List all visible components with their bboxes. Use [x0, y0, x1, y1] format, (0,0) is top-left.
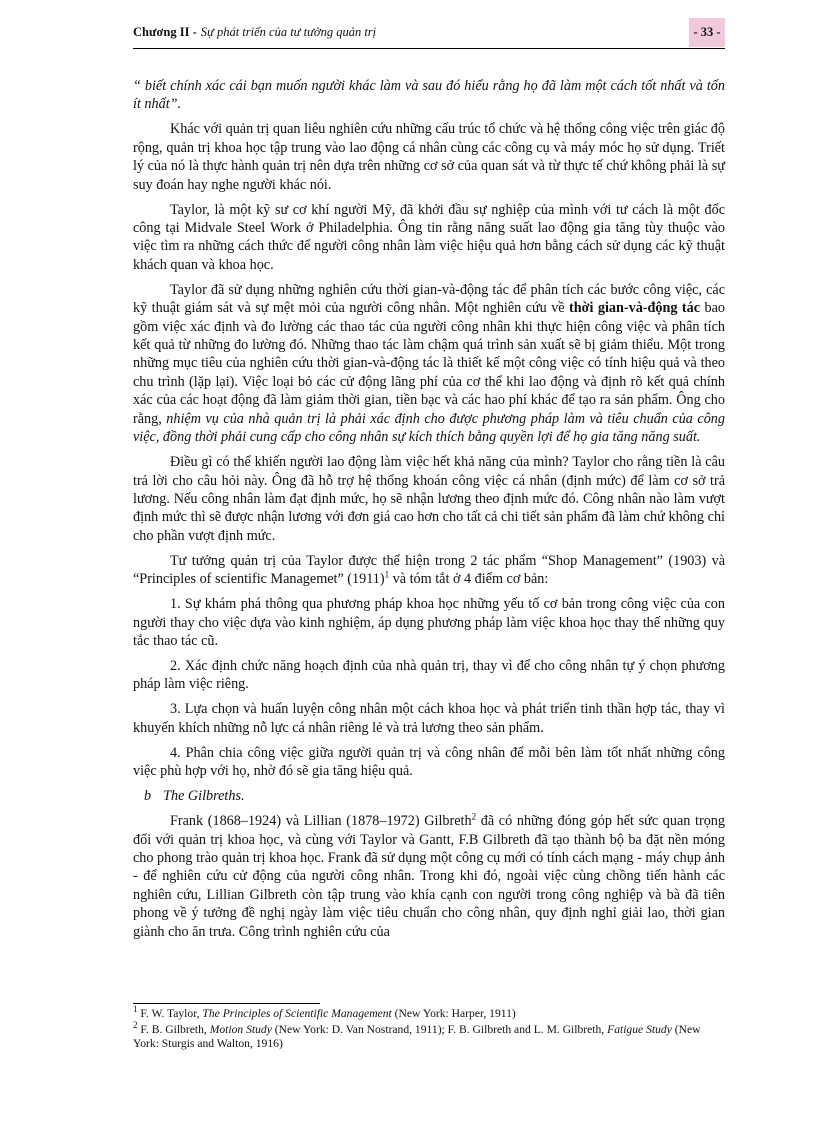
text-run: Frank (1868–1924) và Lillian (1878–1972) Gilbreth [170, 813, 472, 830]
chapter-label: Chương II - [133, 25, 197, 39]
italic-emphasis: nhiệm vụ của nhà quản trị là phải xác định cho được phương pháp làm và tiêu chuẩn của công việc, đồng thời phải cung cấp cho công nhân sự kích thích bằng quyền lợi để họ gia tăng năng suất. [133, 410, 725, 446]
book-title: Fatigue Study [607, 1022, 672, 1036]
text-run: (New York: D. Van Nostrand, 1911); F. B. Gilbreth and L. M. Gilbreth, [271, 1022, 608, 1036]
paragraph: Điều gì có thể khiến người lao động làm việc hết khả năng của mình? Taylor cho rằng tiền là câu trả lời cho câu hỏi này. Ông đã hỗ trợ hệ thống khoán công việc cá nhân (định mức) để làm cơ sở trả lương. Nếu công nhân làm đạt định mức, họ sẽ nhận lương theo định mức đó. Công nhân nào làm vượt định mức thì sẽ được nhận lương với đơn giá cao hơn cho tất cả chi tiết sản phẩm đã làm chứ không chỉ cho phần vượt định mức. [133, 454, 725, 544]
page-header [133, 18, 725, 49]
list-point: 2. Xác định chức năng hoạch định của nhà quản trị, thay vì để cho công nhân tự ý chọn phương pháp làm việc riêng. [133, 657, 725, 693]
text-run: và tóm tắt ở 4 điểm cơ bản: [389, 571, 549, 588]
running-head [133, 25, 376, 40]
book-title: Motion Study [209, 1022, 272, 1036]
paragraph [133, 552, 725, 589]
text-run: đã có những đóng góp hết sức quan trọng đối với quản trị khoa học, và cùng với Taylor và Gantt, F.B Gilbreth đã tạo thành bộ ba đặt nền móng cho phong trào quản trị khoa học. Frank đã sử dụng một công cụ mới có tính cách mạng - máy chụp ảnh - để nghiên cứu cử động của người công nhân. Trong khi đó, ngoài việc cùng chồng tiến hành các nghiên cứu, Lillian Gilbreth còn tập trung vào khía cạnh con người trong công nghiệp và bà đã tiên phong về ý tưởng đề nghị ngày làm việc tiêu chuẩn cho công nhân, quy định nghỉ giải lao, thời gian giành cho ăn trưa. Công trình nghiên cứu của [133, 813, 725, 940]
page-number: - 33 - [689, 18, 725, 47]
footnote-ref[interactable]: 2 [471, 811, 477, 822]
quote-paragraph: “ biết chính xác cái bạn muốn người khác làm và sau đó hiểu rằng họ đã làm một cách tốt nhất và tốn ít nhất”. [133, 78, 725, 113]
footnote-1 [133, 1004, 725, 1022]
list-point: 3. Lựa chọn và huấn luyện công nhân một cách khoa học và phát triển tinh thần hợp tác, thay vì khuyến khích những nỗ lực cá nhân riêng lẻ và trả lương theo sản phẩm. [133, 701, 725, 736]
text-run: (New York: Sturgis and Walton, 1916) [133, 1022, 701, 1050]
footnote-divider [133, 1003, 320, 1004]
list-point: 4. Phân chia công việc giữa người quản trị và công nhân để mỗi bên làm tốt nhất những công việc phù hợp với họ, nhờ đó sẽ gia tăng hiệu quả. [133, 744, 725, 780]
text-run: Taylor đã sử dụng những nghiên cứu thời gian-và-động tác để phân tích các bước công việc, các kỹ thuật giám sát và sự mệt mỏi của người công nhân. Một nghiên cứu về [133, 281, 725, 317]
footnote-ref[interactable]: 1 [384, 569, 390, 580]
text-run: Tư tưởng quản trị của Taylor được thể hiện trong 2 tác phẩm “Shop Management” (1903) và “Principles of scientific Managemet” (1911) [133, 552, 725, 588]
text-run: (New York: Harper, 1911) [391, 1007, 516, 1020]
paragraph: Khác với quản trị quan liêu nghiên cứu những cấu trúc tổ chức và hệ thống công việc trên giác độ rộng, quản trị khoa học tập trung vào lao động cá nhân cùng các công cụ và máy móc họ sử dụng. Triết lý của nó là thực hành quản trị nên dựa trên những cơ sở của quan sát và từ thực tế chứ không phải là sự suy đoán hay nghe người khác nói. [133, 121, 725, 193]
paragraph [133, 812, 725, 941]
subsection-heading [144, 787, 725, 805]
footnotes [133, 1004, 725, 1053]
list-point: 1. Sự khám phá thông qua phương pháp khoa học những yếu tố cơ bản trong công việc của con người thay cho việc dựa vào kinh nghiệm, áp dụng phương pháp làm việc khoa học thay thế những quy tắc thao tác cũ. [133, 596, 725, 649]
footnote-number: 1 [133, 1004, 138, 1015]
chapter-title: Sự phát triển của tư tưởng quản trị [200, 25, 377, 39]
subsection-title: The Gilbreths. [163, 788, 245, 805]
page-body [133, 77, 725, 948]
footnote-2 [133, 1019, 725, 1052]
text-run: bao gồm việc xác định và đo lường các thao tác của người công nhân khi thực hiện công việc và phân tích kết quả từ những đo lường đó. Những thao tác làm chậm quá trình sản xuất sẽ bị giảm thiểu. Một trong những mục tiêu của nghiên cứu thời gian-và-động tác là thiết kế một công việc có tính hiệu quả và theo chu trình (lặp lại). Việc loại bỏ các cử động lãng phí của cơ thể khi lao động và định rõ kết quả chính xác của các hoạt động đã làm giảm thời gian, tiền bạc và các hao phí khác để tạo ra sản phẩm. Ông cho rằng, [133, 300, 725, 427]
text-run: F. W. Taylor, [137, 1007, 203, 1020]
footnote-number: 2 [133, 1019, 138, 1030]
paragraph [133, 281, 725, 447]
subsection-letter: b [144, 788, 152, 805]
bold-term: thời gian-và-động tác [569, 300, 701, 317]
text-run: F. B. Gilbreth, [137, 1022, 210, 1036]
book-title: The Principles of Scientific Management [202, 1007, 392, 1020]
paragraph: Taylor, là một kỹ sư cơ khí người Mỹ, đã khởi đầu sự nghiệp của mình với tư cách là một đốc công tại Midvale Steel Work ở Philadelphia. Ông tin rằng năng suất lao động gia tăng tùy thuộc vào việc tìm ra những cách thức để người công nhân làm việc hiệu quả hơn bằng cách sử dụng các kỹ thuật khách quan và khoa học. [133, 201, 725, 273]
